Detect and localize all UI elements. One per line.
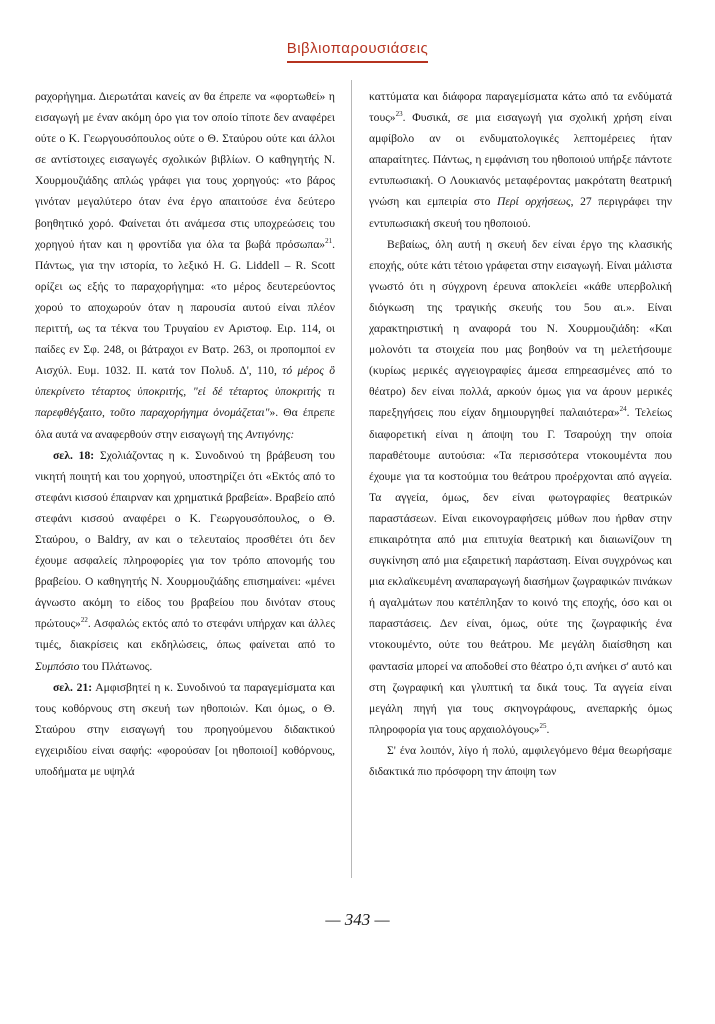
paragraph-text: ». Θα έπρεπε όλα αυτά να αναφερθούν στην εισαγωγή της <box>35 406 335 441</box>
paragraph-text: . Φυσικά, σε μια εισαγωγή για σχολική χρήση είναι αμφίβολο αν οι ενδυματολογικές λεπτομέρειες ήταν απαραίτητες. Πάντως, η εμφάνιση του ηθοποιού υπήρξε πάντοτε εντυπωσιακή. Ο Λουκιανός μεταφέροντας μακρότατη θεατρική γνώση και εμπειρία στο <box>369 111 672 209</box>
footnote-ref: 22 <box>80 616 88 625</box>
paragraph <box>369 234 672 740</box>
footnote-ref: 21 <box>325 236 333 245</box>
paragraph-text: . Τελείως διαφορετική είναι η άποψη του Γ. Τσαρούχη την οποία παραθέτουμε αυτούσια: «Τα περισσότερα ντοκουμέντα που έχουμε για τα κοστούμια του θεάτρου προέρχονται από αγγεία. Τα αγγεία, όμως, δεν είναι φωτογραφίες θεατρικών παραστάσεων. Είναι εικονογραφήσεις μύθων που ήρθαν στην επικαιρότητα από μια επιτυχία θεατρική και διαιωνίζουν τη συγκίνηση από μια εξαιρετική παράσταση. Είναι συγχρόνως και μια εκλαϊκευμένη αναπαραγωγή διασήμων ζωγραφικών πινάκων ή αγαλμάτων που κατέπληξαν το κοινό της εποχής, όσο και οι παραστάσεις. Δεν είναι, όμως, ούτε της ζωγραφικής ένα ντοκουμέντο, ούτε του θεάτρου. Με μεγάλη διαίσθηση και φαντασία μπορεί να αποδοθεί στο θέατρο ό,τι ανήκει σ' αυτό και στη ζωγραφική και γλυπτική τα δικά τους. Τα αγγεία είναι μεγάλη πηγή για τους σκηνογράφους, ανεπαρκής όμως πληροφορία για τους αρχαιολόγους» <box>369 406 672 736</box>
paragraph <box>369 86 672 234</box>
paragraph-text: Αμφισβητεί η κ. Συνοδινού τα παραγεμίσματα και τους κοθόρνους στη σκευή των ηθοποιών. Και όμως, ο Θ. Σταύρου στην εισαγωγή του προηγούμενου διδακτικού εγχειριδίου είναι σαφής: «φορούσαν [οι ηθοποιοί] κοθόρνους, υποδήματα με υψηλά <box>35 680 335 778</box>
footnote-ref: 23 <box>395 110 403 119</box>
paragraph-text: . Πάντως, για την ιστορία, το λεξικό H. G. Liddell – R. Scott ορίζει ως εξής το παραχορήγημα: «το μέρος δευτερεύοντος χορού το αποχωρούν όταν η παρουσία αυτού είναι πλέον περιττή, ως τα τέκνα του Τρυγαίου εν Αριστοφ. Ειρ. 114, οι παίδες εν Σφ. 248, οι βάτραχοι εν Βατρ. 263, οι προπομποί εν Αισχύλ. Ευμ. 1032. ΙΙ. κατά τον Πολυδ. Δ', 110, <box>35 237 335 378</box>
page-number: — 343 — <box>325 910 390 929</box>
column-divider <box>351 80 352 878</box>
paragraph-text: . Ασφαλώς εκτός από το στεφάνι υπήρχαν και άλλες τιμές, διακρίσεις και εκδηλώσεις, όπως φαίνεται από το <box>35 617 335 652</box>
work-title: Αντιγόνης: <box>245 427 295 441</box>
paragraph <box>369 740 672 782</box>
paragraph-text: Σ' ένα λοιπόν, λίγο ή πολύ, αμφιλεγόμενο θέμα θεωρήσαμε διδακτικά πιο πρόσφορη την άποψη των <box>369 743 672 778</box>
footnote-ref: 24 <box>619 405 627 414</box>
footnote-ref: 25 <box>539 721 547 730</box>
paragraph-text: καττύματα και διάφορα παραγεμίσματα κάτω από τα ενδύματά τους» <box>369 90 672 125</box>
paragraph-text: Σχολιάζοντας η κ. Συνοδινού τη βράβευση του νικητή ποιητή και του χορηγού, υποστηρίζει ότι «Εκτός από το στεφάνι κισσού έπαιρναν και χρηματικά βραβεία». Βραβείο από στεφάνι κισσού αναφέρει ο Κ. Γεωργουσόπουλος, ο Θ. Σταύρου, ο Baldry, αν και ο τελευταίος προσθέτει ότι δεν έχουμε ασφαλείς πληροφορίες για τον τρόπο απονομής του βραβείου. Ο καθηγητής Ν. Χουρμουζιάδης επισημαίνει: «μένει άγνωστο ακόμη το είδος του βραβείου που δινόταν στους πρώτους» <box>35 448 335 631</box>
running-header <box>0 40 715 63</box>
paragraph-text: . <box>546 722 550 736</box>
right-column <box>369 86 672 782</box>
paragraph <box>35 86 335 445</box>
paragraph-text: του Πλάτωνος. <box>79 659 153 673</box>
paragraph-text: ραχορήγημα. Διερωτάται κανείς αν θα έπρεπε να «φορτωθεί» η εισαγωγή με έναν ακόμη όρο για τον οποίο τίποτε δεν αναφέρει ούτε ο Κ. Γεωργουσόπουλος ούτε ο Θ. Σταύρου ούτε και άλλοι σε αντίστοιχες εισαγωγές σχολικών βιβλίων. Ο καθηγητής Ν. Χουρμουζιάδης απλώς γράφει για τους χορηγούς: «το βάρος γινόταν μεγαλύτερο όταν ένα έργο απαιτούσε ένα δεύτερο βοηθητικό χορό. Φαίνεται ότι ανάμεσα στις υποχρεώσεις του χορηγού ήταν και η φροντίδα για όλα τα βωβά πρόσωπα» <box>35 90 335 251</box>
paragraph <box>35 677 335 782</box>
paragraph <box>35 445 335 677</box>
work-title: Συμπόσιο <box>35 659 80 673</box>
work-title: Περί ορχήσεως <box>497 195 571 209</box>
section-title: Βιβλιοπαρουσιάσεις <box>287 40 429 63</box>
paragraph-text: Βεβαίως, όλη αυτή η σκευή δεν είναι έργο της κλασικής εποχής, ούτε κάτι τέτοιο γράφεται στην εισαγωγή. Είναι μάλιστα γνωστό ότι η σύγχρονη έρευνα αποκλείει «κάθε υπερβολική διόγκωση της τραγικής σκευής του 5ου αι.». Είναι χαρακτηριστική η αναφορά του Ν. Χουρμουζιάδη: «Και μολονότι τα στοιχεία που μας βοηθούν να τη μελετήσουμε (κυρίως μερικές αγγειογραφίες άμεσα επηρεασμένες από το θέατρο) δεν είναι πολλά, αρκούν όμως για να άρουν μερικές παρεξηγήσεις που είχαν δημιουργηθεί παλαιότερα» <box>369 237 672 420</box>
paragraph-text: , 27 περιγράφει την εντυπωσιακή σκευή του ηθοποιού. <box>369 195 673 230</box>
section-ref: σελ. 21: <box>53 680 93 694</box>
greek-quote: τό μέρος ὃ ὑπεκρίνετο τέταρτος ὑποκριτής, "εἰ δέ τέταρτος ὑποκριτής τι παρεφθέγξαιτο, τοῦτο παραχορήγημα ὀνομάζεται" <box>35 364 336 420</box>
left-column <box>35 86 335 782</box>
section-ref: σελ. 18: <box>53 448 95 462</box>
